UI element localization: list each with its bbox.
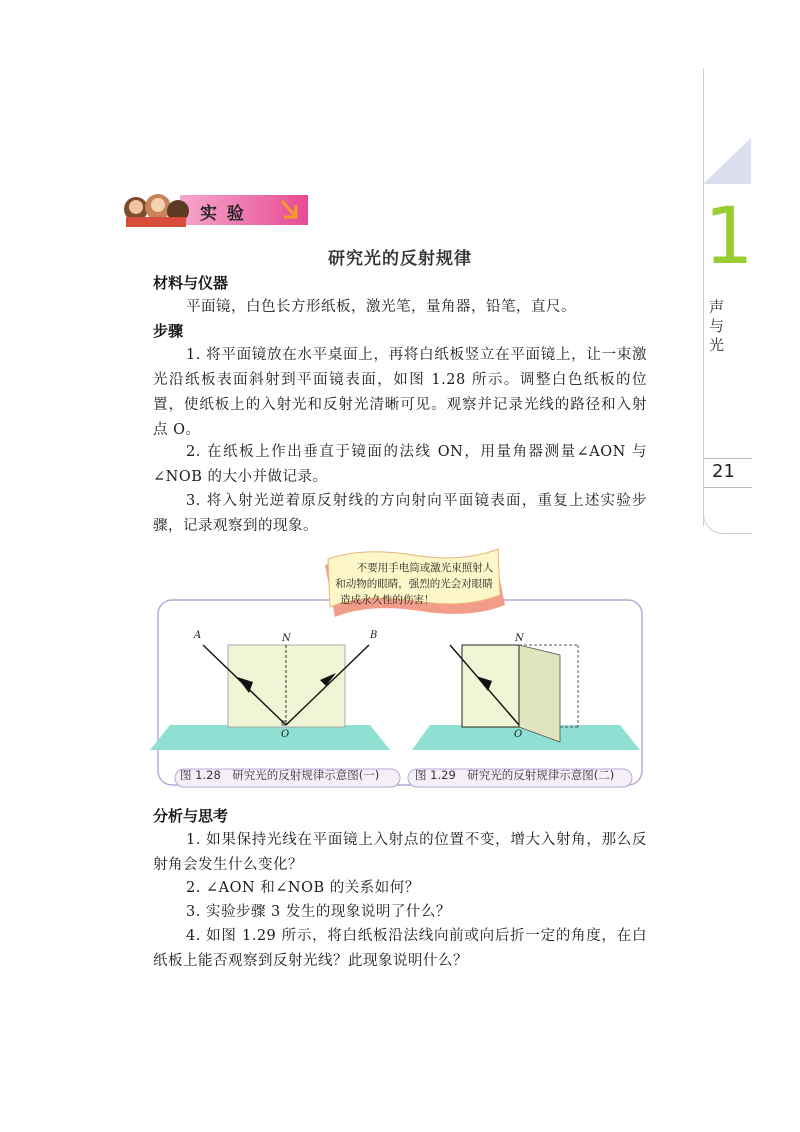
analysis-item: 2. ∠AON 和∠NOB 的关系如何？ — [186, 880, 420, 896]
label-N-2: N — [515, 633, 524, 644]
chapter-number: 1 — [704, 192, 754, 282]
materials-heading: 材料与仪器 — [153, 274, 229, 292]
warning-text — [334, 560, 494, 608]
warning-line: 和动物的眼睛，强烈的光会对眼睛 — [335, 578, 493, 590]
chapter-title: 声与光 — [709, 298, 725, 354]
label-O-1: O — [281, 729, 290, 740]
warning-line: 造成永久性的伤害！ — [340, 594, 435, 606]
figure-caption-1: 图 1.28 研究光的反射规律示意图(一) — [180, 768, 380, 782]
children-photo-icon — [124, 194, 189, 227]
mirror-surface-1 — [150, 725, 390, 750]
steps-heading: 步骤 — [153, 322, 184, 340]
label-B: B — [370, 630, 378, 641]
banner-label: 实 验 — [200, 204, 246, 224]
analysis-item: 1. 如果保持光线在平面镜上入射点的位置不变，增大入射角，那么反射角会发生什么变化？ — [153, 832, 647, 873]
analysis-item: 3. 实验步骤 3 发生的现象说明了什么？ — [186, 904, 451, 920]
corner-triangle-decoration — [703, 138, 752, 186]
paper-board-2-folded — [519, 645, 560, 742]
figure-caption-2: 图 1.29 研究光的反射规律示意图(二) — [415, 768, 615, 782]
sidebar-corner — [703, 505, 752, 534]
label-O-2: O — [514, 729, 523, 740]
page-title: 研究光的反射规律 — [328, 249, 472, 269]
step-item: 2. 在纸板上作出垂直于镜面的法线 ON，用量角器测量∠AON 与∠NOB 的大小并做记录。 — [153, 444, 647, 485]
step-item: 3. 将入射光逆着原反射线的方向射向平面镜表面，重复上述实验步骤，记录观察到的现象。 — [153, 493, 647, 534]
warning-line: 不要用手电筒或激光束照射人 — [356, 562, 494, 574]
page-number: 21 — [712, 461, 735, 482]
materials-text: 平面镜，白色长方形纸板，激光笔，量角器，铅笔，直尺。 — [186, 299, 576, 315]
step-item: 1. 将平面镜放在水平桌面上，再将白纸板竖立在平面镜上，让一束激光沿纸板表面斜射到平面镜表面，如图 1.28 所示。调整白色纸板的位置，使纸板上的入射光和反射光清晰可见。观察并记录光线的路径和入射点 O。 — [153, 347, 647, 438]
label-N-1: N — [282, 633, 291, 644]
label-A: A — [194, 630, 202, 641]
analysis-item: 4. 如图 1.29 所示，将白纸板沿法线向前或向后折一定的角度，在白纸板上能否观察到反射光线？此现象说明什么？ — [153, 928, 647, 969]
analysis-heading: 分析与思考 — [153, 807, 229, 825]
